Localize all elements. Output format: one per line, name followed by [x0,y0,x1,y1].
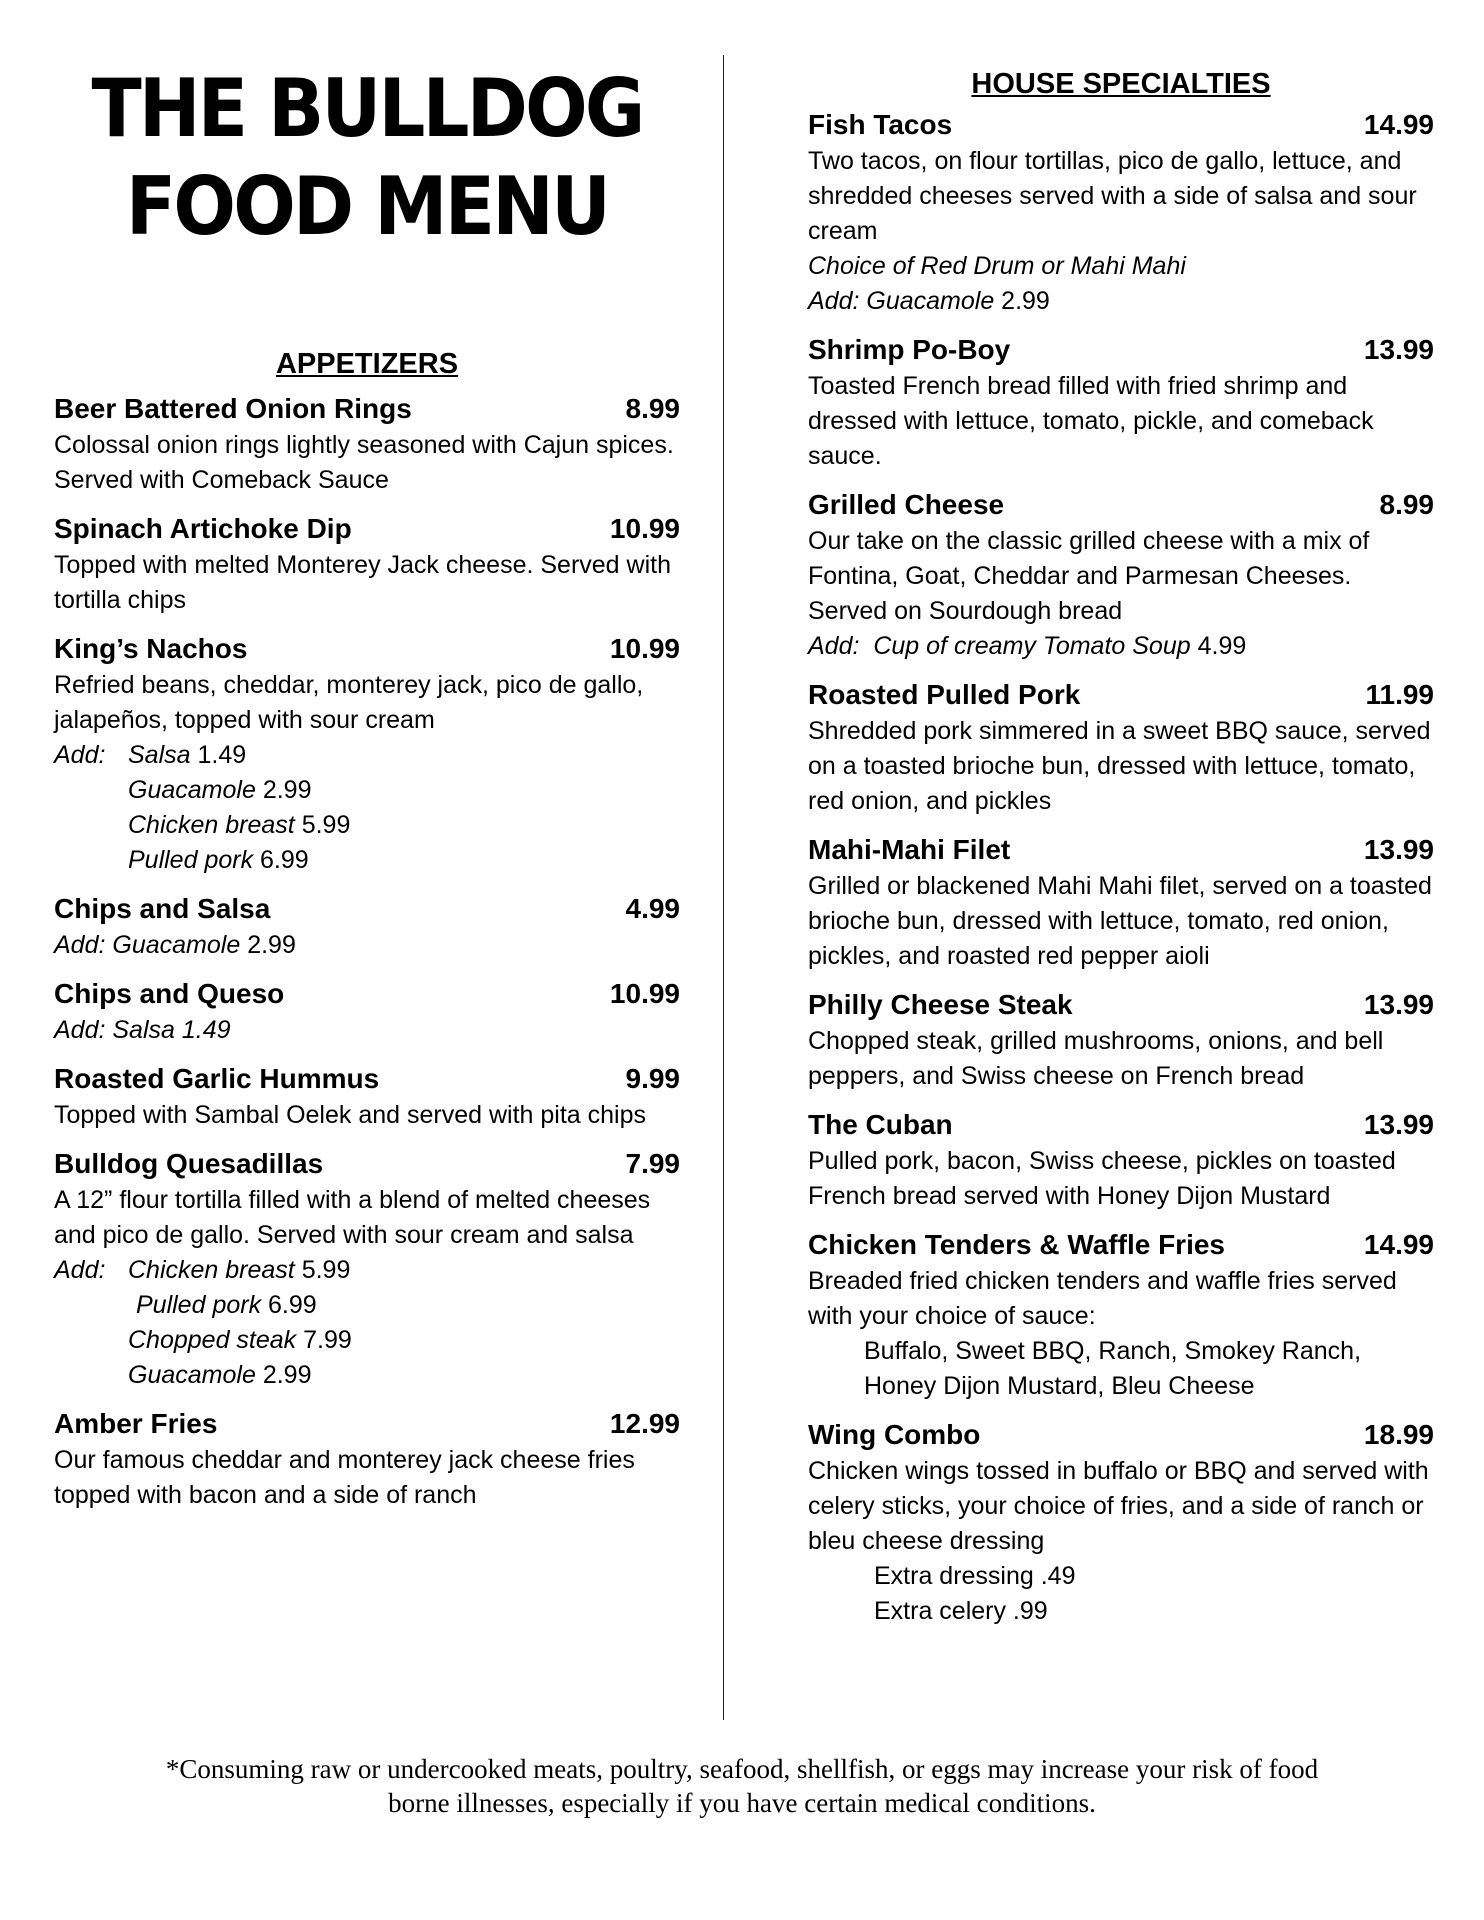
addon-line [54,1358,680,1393]
item-description: Refried beans, cheddar, monterey jack, pico de gallo, jalapeños, topped with sour cream [54,671,644,734]
item-price: 4.99 [625,893,680,924]
addon-label: Add: [808,632,860,660]
addon-price: 2.99 [247,931,296,959]
item-description: Colossal onion rings lightly seasoned with Cajun spices. Served with Comeback Sauce [54,431,674,494]
addon-price: 7.99 [303,1326,352,1354]
item-name: Bulldog Quesadillas [54,1148,324,1179]
item-description: Chicken wings tossed in buffalo or BBQ and served with celery sticks, your choice of fries, and a side of ranch or bleu cheese dressing [808,1457,1429,1555]
addon-item: Cup of creamy Tomato Soup [873,632,1191,660]
extra-option: Extra dressing .49 [874,1562,1076,1590]
menu-item-wing-combo [808,1416,1434,1629]
item-price: 18.99 [1363,1419,1434,1450]
item-name: Chicken Tenders & Waffle Fries [808,1229,1225,1260]
addon-item: Add: Guacamole [808,287,995,315]
sauce-options-line: Honey Dijon Mustard, Bleu Cheese [864,1372,1255,1400]
menu-item-chips-salsa [54,890,680,963]
item-name: Beer Battered Onion Rings [54,393,412,424]
right-column [808,60,1434,1641]
item-price: 13.99 [1363,334,1434,365]
item-name: Roasted Garlic Hummus [54,1063,380,1094]
menu-item-chicken-tenders [808,1226,1434,1404]
menu-item-philly-cheese-steak [808,986,1434,1094]
item-description: Pulled pork, bacon, Swiss cheese, pickles on toasted French bread served with Honey Dijon Mustard [808,1147,1396,1210]
item-description: Our take on the classic grilled cheese with a mix of Fontina, Goat, Cheddar and Parmesan Cheeses. Served on Sourdough bread [808,527,1370,625]
addon-item: Chicken breast [128,1256,295,1284]
addon-item: Salsa [128,741,191,769]
addon-line [54,1288,680,1323]
note-text: Choice of Red Drum or Mahi Mahi [808,252,1186,280]
addon-line [54,928,680,963]
item-name: Amber Fries [54,1408,218,1439]
item-name: The Cuban [808,1109,953,1140]
item-description: Breaded fried chicken tenders and waffle fries served with your choice of sauce: [808,1267,1397,1330]
item-name: Philly Cheese Steak [808,989,1073,1020]
disclaimer-line-2: borne illnesses, especially if you have certain medical conditions. [388,1788,1096,1818]
item-description: A 12” flour tortilla filled with a blend of melted cheeses and pico de gallo. Served with sour cream and salsa [54,1186,651,1249]
column-divider [723,55,724,1720]
addon-price: 6.99 [260,846,309,874]
item-price: 13.99 [1363,1109,1434,1140]
menu-item-mahi-mahi-filet [808,831,1434,974]
item-price: 11.99 [1365,679,1434,710]
menu-title [91,60,643,256]
item-name: Fish Tacos [808,109,953,140]
item-price: 8.99 [625,393,680,424]
addon-item: Chopped steak [128,1326,297,1354]
menu-item-fish-tacos [808,106,1434,319]
addon-price: 2.99 [262,776,312,804]
item-description: Our famous cheddar and monterey jack cheese fries topped with bacon and a side of ranch [54,1446,635,1509]
addon-label: Add: [54,931,106,959]
addon-price: 4.99 [1197,632,1247,660]
addon-item: Guacamole [128,1361,256,1389]
item-price: 13.99 [1363,834,1434,865]
menu-item-onion-rings [54,390,680,498]
addon-line [54,773,680,808]
addon-price: 5.99 [301,1256,351,1284]
item-description: Grilled or blackened Mahi Mahi filet, served on a toasted brioche bun, dressed with lettuce, tomato, red onion, pickles, and roasted red pepper aioli [808,872,1432,970]
menu-item-roasted-pulled-pork [808,676,1434,819]
item-description: Two tacos, on flour tortillas, pico de gallo, lettuce, and shredded cheeses served with a side of salsa and sour cream [808,147,1417,245]
item-name: King’s Nachos [54,633,248,664]
addon-item: Pulled pork [136,1291,262,1319]
item-name: Chips and Queso [54,978,285,1009]
addon-line [808,284,1434,319]
item-price: 7.99 [625,1148,680,1179]
item-name: Spinach Artichoke Dip [54,513,352,544]
menu-item-kings-nachos [54,630,680,878]
addon-item: Pulled pork [128,846,254,874]
item-name: Roasted Pulled Pork [808,679,1081,710]
addon-line [54,843,680,878]
extra-option: Extra celery .99 [874,1597,1048,1625]
menu-item-the-cuban [808,1106,1434,1214]
menu-item-amber-fries [54,1405,680,1513]
item-price: 12.99 [609,1408,680,1439]
item-price: 10.99 [609,978,680,1009]
addon-item: Chicken breast [128,811,295,839]
item-price: 14.99 [1363,1229,1434,1260]
item-price: 10.99 [609,513,680,544]
addon-price: 6.99 [268,1291,317,1319]
addon-price: 5.99 [301,811,351,839]
addon-line [54,1253,680,1288]
sauce-options-line: Buffalo, Sweet BBQ, Ranch, Smokey Ranch, [864,1337,1362,1365]
addon-label: Add: [54,741,106,769]
menu-item-garlic-hummus [54,1060,680,1133]
item-name: Chips and Salsa [54,893,271,924]
addon-price: 2.99 [262,1361,312,1389]
menu-item-spinach-dip [54,510,680,618]
menu-item-shrimp-po-boy [808,331,1434,474]
addon-line [808,629,1434,664]
item-description: Chopped steak, grilled mushrooms, onions, and bell peppers, and Swiss cheese on French bread [808,1027,1384,1090]
house-specialties-heading: HOUSE SPECIALTIES [971,68,1271,100]
addon-item: Guacamole [112,931,241,959]
menu-item-grilled-cheese [808,486,1434,664]
appetizers-heading: APPETIZERS [275,348,459,380]
addon-item: Guacamole [128,776,256,804]
item-price: 13.99 [1363,989,1434,1020]
food-safety-disclaimer [40,1752,1444,1820]
left-column [54,60,680,1525]
item-name: Grilled Cheese [808,489,1005,520]
addon-line [54,808,680,843]
item-description: Topped with Sambal Oelek and served with pita chips [54,1101,646,1129]
item-price: 10.99 [609,633,680,664]
addon-line [54,1013,680,1048]
item-price: 14.99 [1363,109,1434,140]
item-name: Mahi-Mahi Filet [808,834,1011,865]
addon-price: 2.99 [1001,287,1050,315]
addon-text: Add: Salsa 1.49 [54,1016,231,1044]
disclaimer-line-1: *Consuming raw or undercooked meats, poultry, seafood, shellfish, or eggs may increase your risk of food [165,1754,1319,1784]
addon-label: Add: [54,1256,106,1284]
menu-item-bulldog-quesadillas [54,1145,680,1393]
item-price: 9.99 [625,1063,680,1094]
menu-title-line-2: FOOD MENU [125,160,609,253]
item-name: Wing Combo [808,1419,981,1450]
addon-line [54,1323,680,1358]
item-description: Topped with melted Monterey Jack cheese. Served with tortilla chips [54,551,671,614]
addon-price: 1.49 [197,741,247,769]
addon-line [54,738,680,773]
menu-item-chips-queso [54,975,680,1048]
item-note [808,249,1434,284]
item-description: Toasted French bread filled with fried shrimp and dressed with lettuce, tomato, pickle, and comeback sauce. [808,372,1374,470]
item-name: Shrimp Po-Boy [808,334,1011,365]
item-description: Shredded pork simmered in a sweet BBQ sauce, served on a toasted brioche bun, dressed with lettuce, tomato, red onion, and pickles [808,717,1431,815]
menu-title-line-1: THE BULLDOG [91,62,643,155]
item-price: 8.99 [1379,489,1434,520]
